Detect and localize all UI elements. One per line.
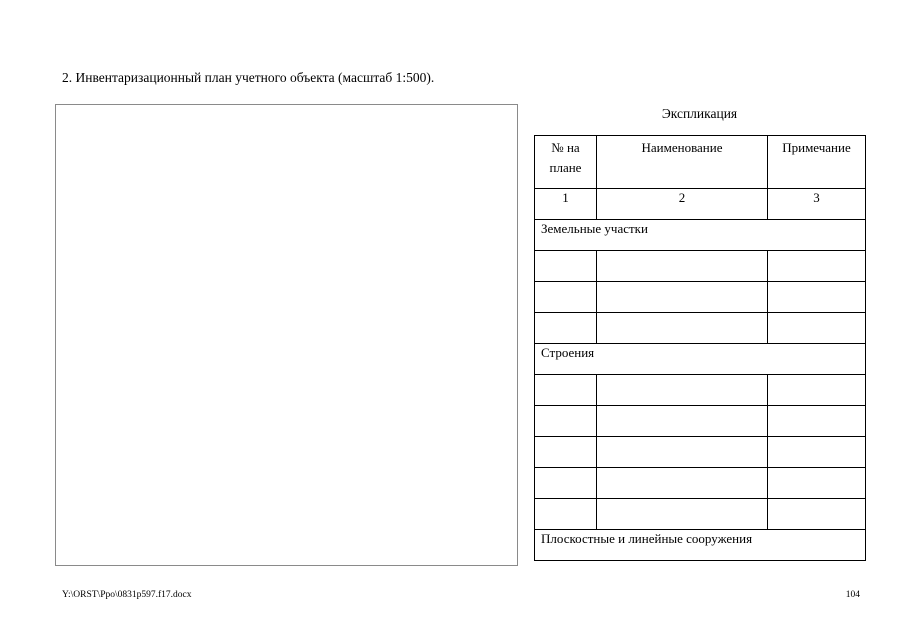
section-row-land-plots [535,220,866,251]
table-cell [535,499,597,530]
table-cell [535,437,597,468]
table-row [535,468,866,499]
column-number: 2 [597,189,768,220]
table-row [535,282,866,313]
table-cell [535,468,597,499]
column-number: 1 [535,189,597,220]
column-header-name: Наименование [597,136,768,189]
table-cell [768,282,866,313]
table-row [535,437,866,468]
page-number: 104 [845,590,860,600]
column-header-note: Примечание [768,136,866,189]
table-row [535,499,866,530]
table-cell [597,251,768,282]
table-header-row [535,136,866,189]
column-header-number: № на плане [535,136,597,189]
column-number: 3 [768,189,866,220]
section-label: Строения [535,344,866,375]
footer-file-path: Y:\ORST\Ppo\0831p597.f17.docx [62,590,192,600]
table-cell [535,282,597,313]
table-row [535,375,866,406]
table-row [535,406,866,437]
document-heading: 2. Инвентаризационный план учетного объекта (масштаб 1:500). [62,70,435,85]
table-cell [535,313,597,344]
table-cell [535,406,597,437]
table-cell [768,313,866,344]
table-cell [597,406,768,437]
table-row [535,313,866,344]
table-cell [768,499,866,530]
table-cell [535,375,597,406]
table-cell [597,313,768,344]
table-cell [768,251,866,282]
section-label: Плоскостные и линейные сооружения [535,530,866,561]
table-cell [597,468,768,499]
explication-table [534,135,866,561]
table-cell [535,251,597,282]
table-cell [768,375,866,406]
column-number-row [535,189,866,220]
table-cell [768,468,866,499]
section-row-buildings [535,344,866,375]
table-cell [597,437,768,468]
section-label: Земельные участки [535,220,866,251]
table-cell [597,499,768,530]
section-row-planar-linear-structures [535,530,866,561]
explication-title: Экспликация [661,106,738,121]
table-cell [597,375,768,406]
table-cell [597,282,768,313]
table-cell [768,437,866,468]
table-cell [768,406,866,437]
table-row [535,251,866,282]
inventory-plan-frame [55,104,518,566]
